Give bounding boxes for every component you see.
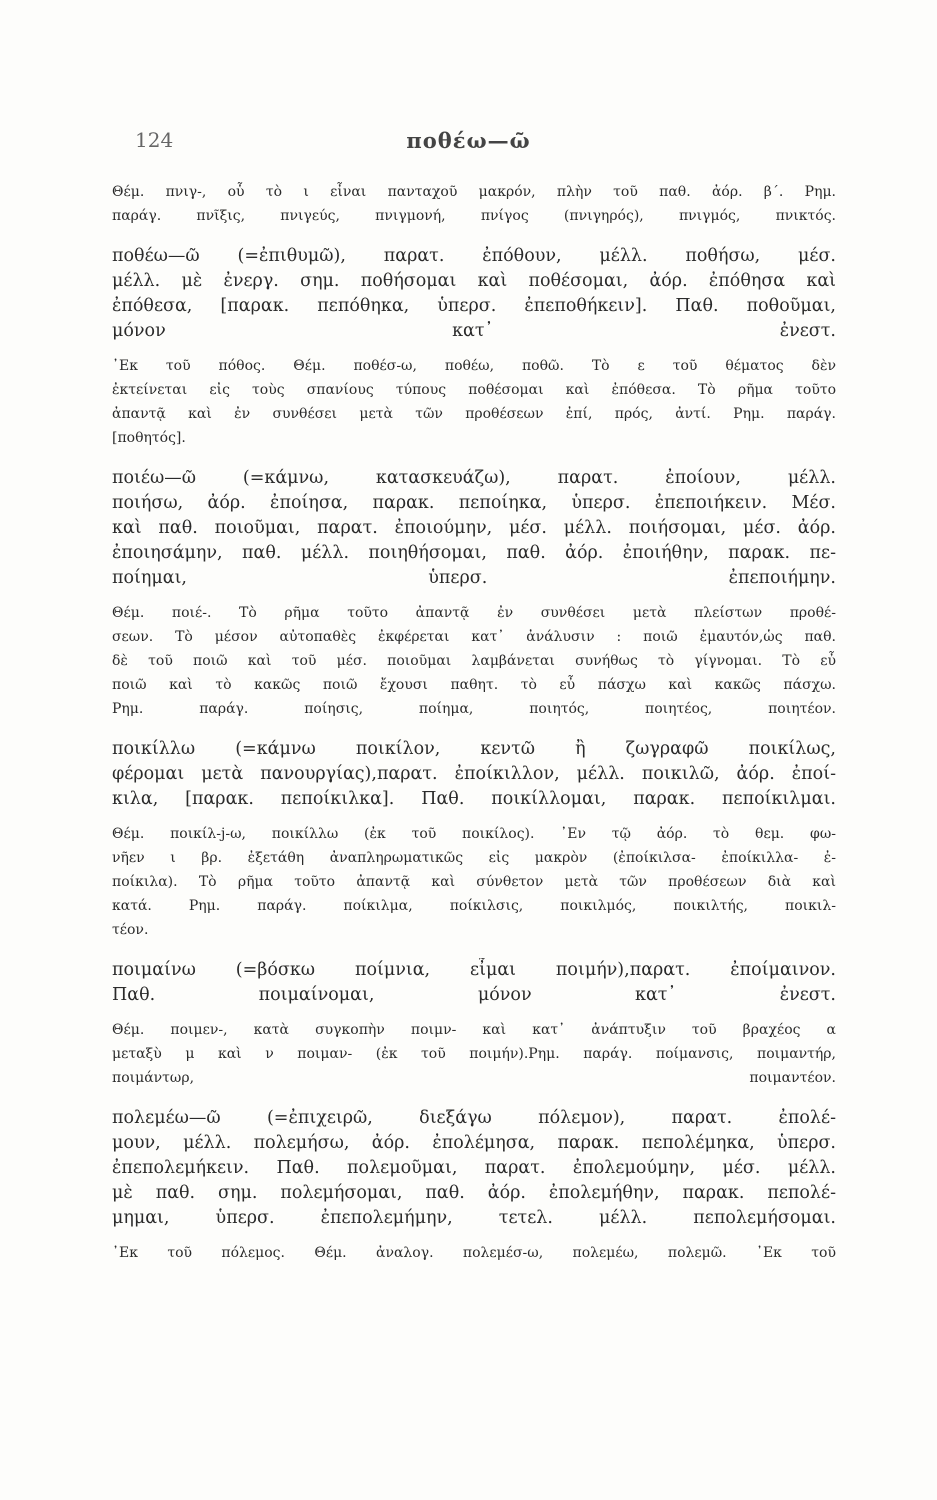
- text-line: φέρομαι μετὰ πανουργίας),παρατ. ἐποίκιλλον, μέλλ. ποικιλῶ, ἀόρ. ἐποί-: [112, 764, 836, 784]
- text-line: Θέμ. πνιγ-, οὗ τὸ ι εἶναι πανταχοῦ μακρόν, πλὴν τοῦ παθ. ἀόρ. β΄. Ρημ.: [112, 184, 836, 200]
- text-line: ποιήσω, ἀόρ. ἐποίησα, παρακ. πεποίηκα, ὑπερσ. ἐπεποιήκειν. Μέσ.: [112, 493, 836, 513]
- paragraph-spacer: [112, 942, 836, 958]
- text-line: ἐπόθεσα, [παρακ. πεπόθηκα, ὑπερσ. ἐπεποθήκειν]. Παθ. ποθοῦμαι,: [112, 296, 836, 316]
- text-line: Θέμ. ποιμεν-, κατὰ συγκοπὴν ποιμν- καὶ κατ᾽ ἀνάπτυξιν τοῦ βραχέος α: [112, 1022, 836, 1038]
- text-line: ποίκιλα). Τὸ ρῆμα τοῦτο ἀπαντᾷ καὶ σύνθετον μετὰ τῶν προθέσεων διὰ καὶ: [112, 874, 836, 890]
- text-line: [ποθητός].: [112, 430, 186, 446]
- paragraph-spacer: [112, 591, 836, 601]
- text-line: καὶ παθ. ποιοῦμαι, παρατ. ἐποιούμην, μέσ. μέλλ. ποιήσομαι, μέσ. ἀόρ.: [112, 518, 836, 538]
- text-line: Ρημ. παράγ. ποίησις, ποίημα, ποιητός, ποιητέος, ποιητέον.: [112, 701, 836, 717]
- text-line: νῆεν ι βρ. ἐξετάθη ἀναπληρωματικῶς εἰς μακρὸν (ἐποίκιλσα- ἐποίκιλλα- ἐ-: [112, 850, 836, 866]
- entry-paragraph: [112, 466, 836, 591]
- paragraph-spacer: [112, 1008, 836, 1018]
- page-body: [112, 180, 836, 1265]
- entry-paragraph: [112, 1106, 836, 1231]
- text-line: ποιῶ καὶ τὸ κακῶς ποιῶ ἔχουσι παθητ. τὸ εὖ πάσχω καὶ κακῶς πάσχω.: [112, 677, 836, 693]
- text-line: κιλα, [παρακ. πεποίκιλκα]. Παθ. ποικίλλομαι, παρακ. πεποίκιλμαι.: [112, 789, 836, 809]
- paragraph-spacer: [112, 721, 836, 737]
- text-line: μημαι, ὑπερσ. ἐπεπολεμήμην, τετελ. μέλλ. πεπολεμήσομαι.: [112, 1208, 836, 1228]
- text-line: ἐποιησάμην, παθ. μέλλ. ποιηθήσομαι, παθ. ἀόρ. ἐποιήθην, παρακ. πε-: [112, 543, 836, 563]
- note-paragraph: [112, 1241, 836, 1265]
- running-head: ποθέω—ῶ: [406, 128, 531, 153]
- text-line: παράγ. πνῖξις, πνιγεύς, πνιγμονή, πνίγος (πνιγηρός), πνιγμός, πνικτός.: [112, 208, 836, 224]
- text-line: ἐκτείνεται εἰς τοὺς σπανίους τύπους ποθέσομαι καὶ ἐπόθεσα. Τὸ ρῆμα τοῦτο: [112, 382, 836, 398]
- paragraph-spacer: [112, 812, 836, 822]
- text-line: Θέμ. ποιέ-. Τὸ ρῆμα τοῦτο ἀπαντᾷ ἐν συνθέσει μετὰ πλείστων προθέ-: [112, 605, 836, 621]
- paragraph-spacer: [112, 1231, 836, 1241]
- entry-paragraph: [112, 737, 836, 812]
- text-line: ποικίλλω (=κάμνω ποικίλον, κεντῶ ἢ ζωγραφῶ ποικίλως,: [112, 739, 836, 759]
- page-number: 124: [135, 128, 174, 152]
- text-line: δὲ τοῦ ποιῶ καὶ τοῦ μέσ. ποιοῦμαι λαμβάνεται συνήθως τὸ γίγνομαι. Τὸ εὖ: [112, 653, 836, 669]
- text-line: μουν, μέλλ. πολεμήσω, ἀόρ. ἐπολέμησα, παρακ. πεπολέμηκα, ὑπερσ.: [112, 1133, 836, 1153]
- page-header: [0, 128, 937, 158]
- text-line: Θέμ. ποικίλ-j-ω, ποικίλλω (ἐκ τοῦ ποικίλος). ᾽Εν τῷ ἀόρ. τὸ θεμ. φω-: [112, 826, 836, 842]
- text-line: ποίημαι, ὑπερσ. ἐπεποιήμην.: [112, 568, 836, 588]
- text-line: ἐπεπολεμήκειν. Παθ. πολεμοῦμαι, παρατ. ἐπολεμούμην, μέσ. μέλλ.: [112, 1158, 836, 1178]
- note-paragraph: [112, 180, 836, 228]
- text-line: ποθέω—ῶ (=ἐπιθυμῶ), παρατ. ἐπόθουν, μέλλ. ποθήσω, μέσ.: [112, 246, 836, 266]
- text-line: Παθ. ποιμαίνομαι, μόνον κατ᾽ ἐνεστ.: [112, 985, 836, 1005]
- text-line: ποιμάντωρ, ποιμαντέον.: [112, 1070, 836, 1086]
- note-paragraph: [112, 822, 836, 942]
- text-line: ποιέω—ῶ (=κάμνω, κατασκευάζω), παρατ. ἐποίουν, μέλλ.: [112, 468, 836, 488]
- text-line: ποιμαίνω (=βόσκω ποίμνια, εἶμαι ποιμήν),παρατ. ἐποίμαινον.: [112, 960, 836, 980]
- entry-paragraph: [112, 244, 836, 344]
- paragraph-spacer: [112, 1090, 836, 1106]
- text-line: μεταξὺ μ καὶ ν ποιμαν- (ἐκ τοῦ ποιμήν).Ρημ. παράγ. ποίμανσις, ποιμαντήρ,: [112, 1046, 836, 1062]
- note-paragraph: [112, 1018, 836, 1090]
- entry-paragraph: [112, 958, 836, 1008]
- text-line: πολεμέω—ῶ (=ἐπιχειρῶ, διεξάγω πόλεμον), παρατ. ἐπολέ-: [112, 1108, 836, 1128]
- text-line: σεων. Τὸ μέσον αὐτοπαθὲς ἐκφέρεται κατ᾽ ἀνάλυσιν : ποιῶ ἐμαυτόν,ὡς παθ.: [112, 629, 836, 645]
- text-line: τέον.: [112, 922, 149, 938]
- text-line: ἀπαντᾷ καὶ ἐν συνθέσει μετὰ τῶν προθέσεων ἐπί, πρός, ἀντί. Ρημ. παράγ.: [112, 406, 836, 422]
- text-line: μέλλ. μὲ ἐνεργ. σημ. ποθήσομαι καὶ ποθέσομαι, ἀόρ. ἐπόθησα καὶ: [112, 271, 836, 291]
- text-line: μόνον κατ᾽ ἐνεστ.: [112, 321, 836, 341]
- note-paragraph: [112, 354, 836, 450]
- text-line: κατά. Ρημ. παράγ. ποίκιλμα, ποίκιλσις, ποικιλμός, ποικιλτής, ποικιλ-: [112, 898, 836, 914]
- paragraph-spacer: [112, 450, 836, 466]
- text-line: ᾽Εκ τοῦ πόλεμος. Θέμ. ἀναλογ. πολεμέσ-ω, πολεμέω, πολεμῶ. ᾽Εκ τοῦ: [112, 1245, 836, 1261]
- paragraph-spacer: [112, 228, 836, 244]
- paragraph-spacer: [112, 344, 836, 354]
- text-line: ᾽Εκ τοῦ πόθος. Θέμ. ποθέσ-ω, ποθέω, ποθῶ. Τὸ ε τοῦ θέματος δὲν: [112, 358, 836, 374]
- text-line: μὲ παθ. σημ. πολεμήσομαι, παθ. ἀόρ. ἐπολεμήθην, παρακ. πεπολέ-: [112, 1183, 836, 1203]
- note-paragraph: [112, 601, 836, 721]
